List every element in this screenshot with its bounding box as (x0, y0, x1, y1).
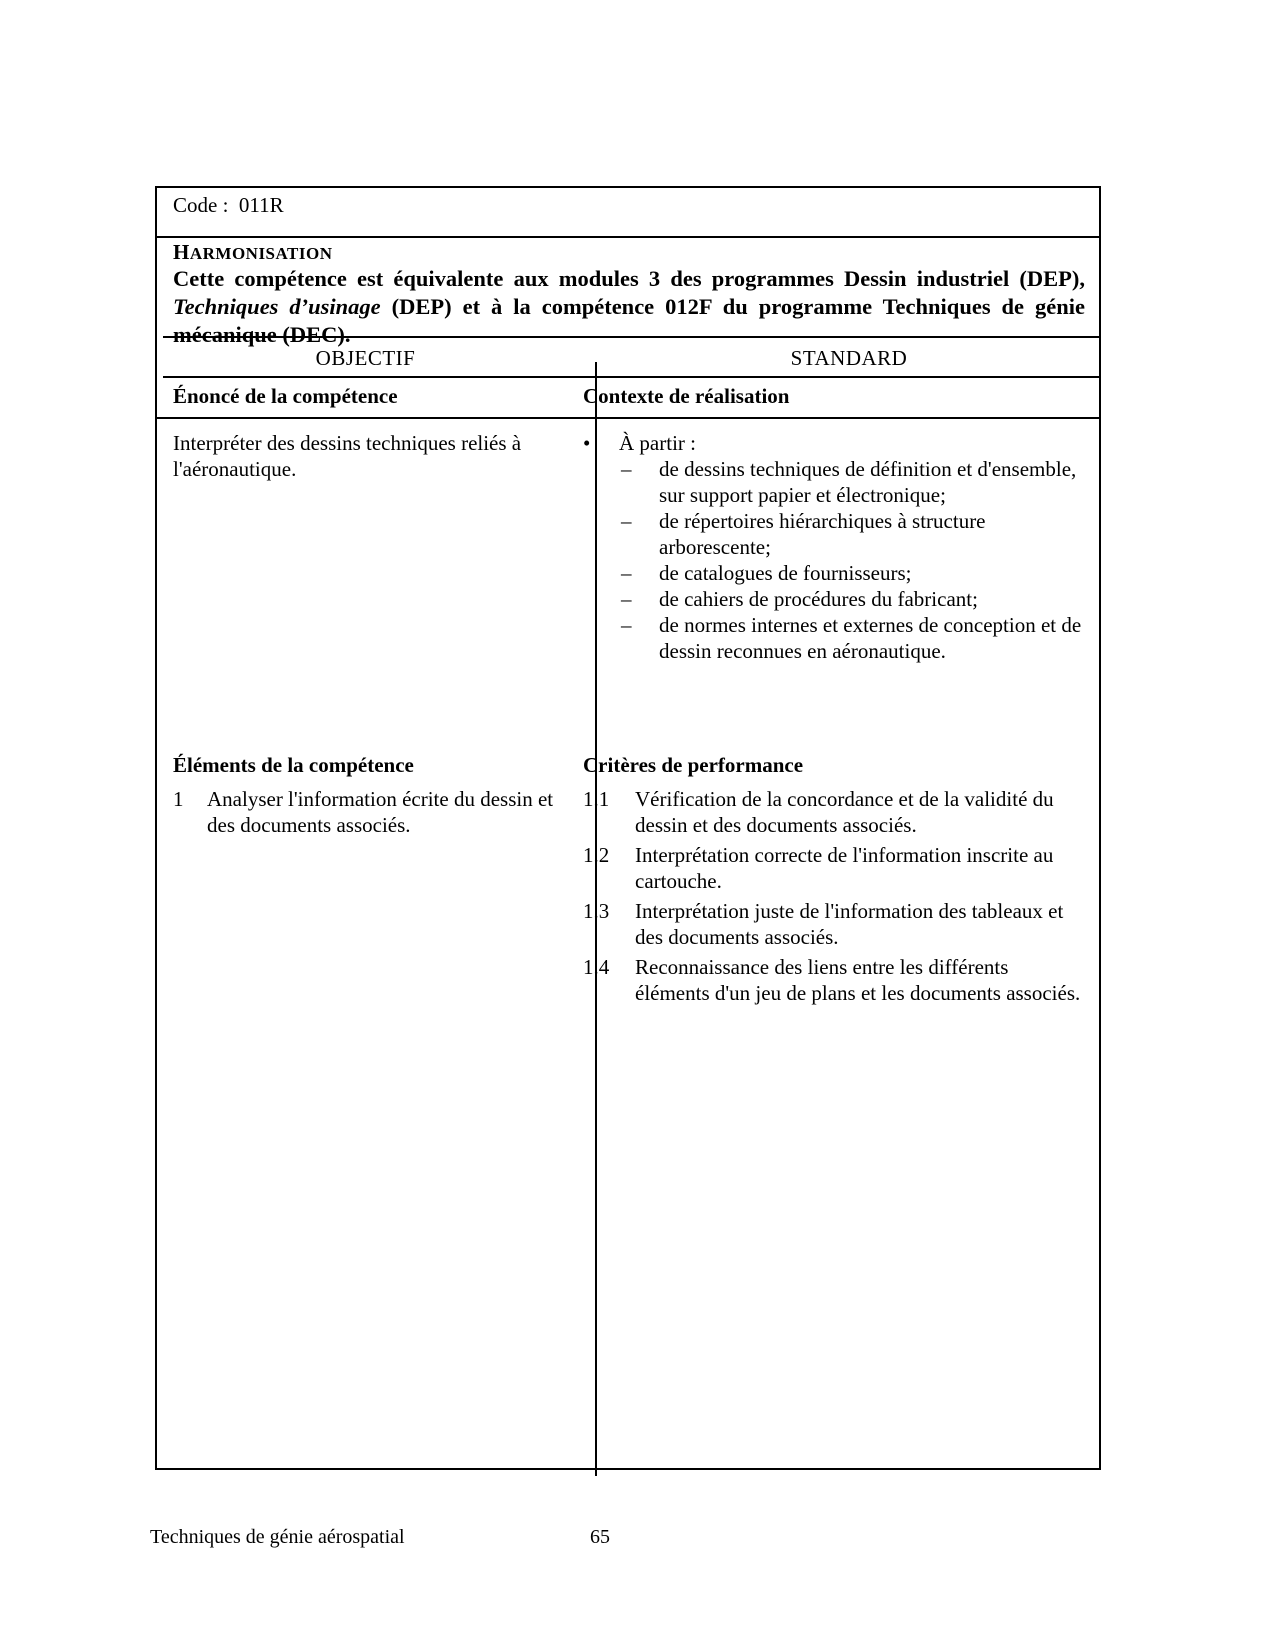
standard-header: STANDARD (790, 346, 908, 370)
subheading-row (157, 378, 1099, 419)
criteres-heading: Critères de performance (583, 753, 804, 777)
contexte-block (583, 430, 1088, 664)
contexte-heading: Contexte de réalisation (583, 384, 790, 408)
critere-item: 1.3 Interprétation juste de l'information des tableaux et des documents associés. (583, 899, 1064, 949)
page-number: 65 (590, 1526, 610, 1548)
contexte-intro: • À partir : (583, 431, 696, 455)
column-header-row (163, 338, 1099, 378)
objectif-header: OBJECTIF (315, 346, 416, 370)
code-row (157, 188, 1099, 238)
harmonisation-italic: Techniques d’usinage (173, 294, 381, 319)
code-label: Code : (173, 193, 229, 217)
competency-frame (155, 186, 1101, 1470)
harmonisation-section (163, 238, 1099, 347)
elements-heading: Éléments de la compétence (173, 753, 414, 777)
enonce-text: Interpréter des dessins techniques reliés à l'aéronautique. (173, 431, 522, 481)
critere-item: 1.1 Vérification de la concordance et de la validité du dessin et des documents associés. (583, 787, 1054, 837)
element-item: 1 Analyser l'information écrite du dessin et des documents associés. (173, 787, 554, 837)
harmonisation-title: HARMONISATION (173, 240, 333, 264)
contexte-item: – de catalogues de fournisseurs; (621, 561, 912, 585)
contexte-item: – de cahiers de procédures du fabricant; (621, 587, 978, 611)
contexte-item: – de dessins techniques de définition et d'ensemble, sur support papier et électronique; (621, 457, 1077, 507)
harmonisation-text: Cette compétence est équivalente aux modules 3 des programmes Dessin industriel (DEP), Techniques d’usinage (DEP) et à la compétence 012F du programme Techniques de génie mécanique (DEC). (173, 266, 1085, 347)
elements-list (173, 786, 558, 842)
footer-title: Techniques de génie aérospatial (150, 1526, 405, 1548)
contexte-item: – de normes internes et externes de conception et de dessin reconnues en aéronautique. (621, 613, 1082, 663)
enonce-heading: Énoncé de la compétence (173, 384, 398, 408)
critere-item: 1.4 Reconnaissance des liens entre les différents éléments d'un jeu de plans et les documents associés. (583, 955, 1081, 1005)
criteres-list (583, 786, 1083, 1010)
critere-item: 1.2 Interprétation correcte de l'information inscrite au cartouche. (583, 843, 1054, 893)
code-value: 011R (238, 193, 284, 217)
contexte-item: – de répertoires hiérarchiques à structure arborescente; (621, 509, 986, 559)
bullet-icon: • (583, 431, 591, 455)
